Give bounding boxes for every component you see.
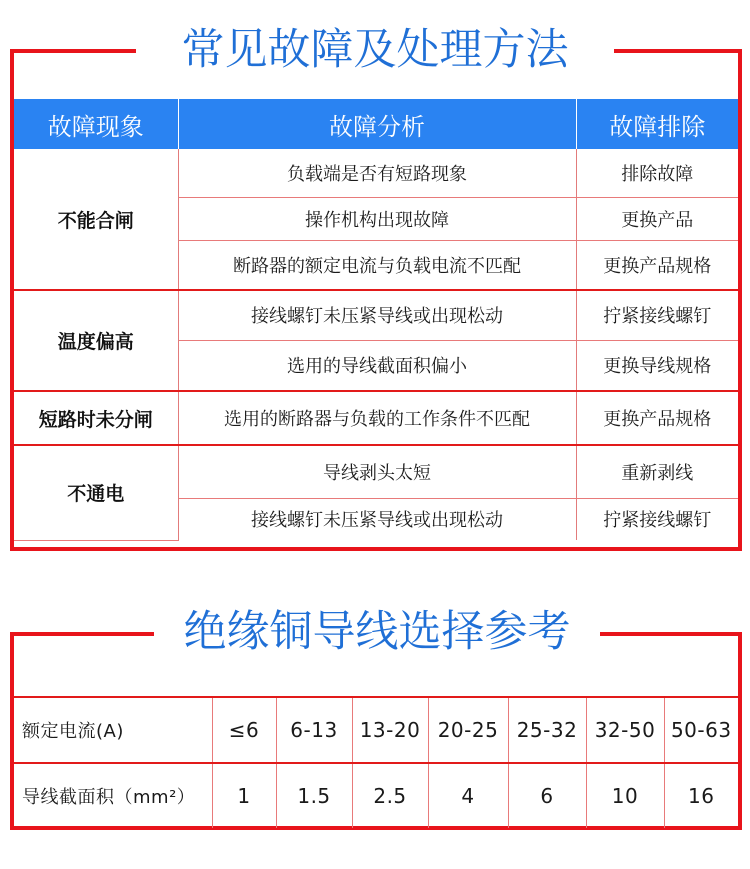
current-value: 20-25 xyxy=(428,697,508,763)
cross-section-row xyxy=(14,763,738,828)
fix-cell: 更换产品规格 xyxy=(576,240,738,290)
analysis-cell: 操作机构出现故障 xyxy=(178,197,576,240)
cross-section-value: 1.5 xyxy=(276,763,352,828)
analysis-cell: 导线剥头太短 xyxy=(178,445,576,498)
fault-section-title: 常见故障及处理方法 xyxy=(136,22,614,78)
fix-cell: 拧紧接线螺钉 xyxy=(576,290,738,340)
cross-section-value: 1 xyxy=(212,763,276,828)
current-value: 13-20 xyxy=(352,697,428,763)
fix-cell: 拧紧接线螺钉 xyxy=(603,510,712,532)
current-value: ≤6 xyxy=(212,697,276,763)
symptom-cell: 温度偏高 xyxy=(14,290,178,391)
cross-section-label: 导线截面积（mm²） xyxy=(14,763,212,828)
fix-cell: 更换产品 xyxy=(576,197,738,240)
symptom-cell: 短路时未分闸 xyxy=(14,391,178,445)
analysis-cell: 断路器的额定电流与负载电流不匹配 xyxy=(178,240,576,290)
fault-table xyxy=(14,99,738,541)
current-value: 6-13 xyxy=(276,697,352,763)
header-symptom: 故障现象 xyxy=(14,99,178,149)
header-analysis: 故障分析 xyxy=(178,99,576,149)
table-row xyxy=(14,445,738,498)
cross-section-value: 2.5 xyxy=(352,763,428,828)
cross-section-value: 4 xyxy=(428,763,508,828)
symptom-cell: 不通电 xyxy=(14,445,178,540)
table-row xyxy=(14,391,738,445)
analysis-cell: 选用的断路器与负载的工作条件不匹配 xyxy=(178,391,576,445)
current-value: 32-50 xyxy=(586,697,664,763)
current-label: 额定电流(A) xyxy=(14,697,212,763)
cross-section-value: 16 xyxy=(688,784,715,808)
cross-section-value: 6 xyxy=(508,763,586,828)
header-fix: 故障排除 xyxy=(576,99,738,149)
analysis-cell: 接线螺钉未压紧导线或出现松动 xyxy=(178,290,576,340)
fix-cell: 排除故障 xyxy=(576,149,738,197)
analysis-cell: 接线螺钉未压紧导线或出现松动 xyxy=(178,498,576,540)
fix-cell: 更换导线规格 xyxy=(576,340,738,391)
analysis-cell: 负载端是否有短路现象 xyxy=(178,149,576,197)
symptom-cell: 不能合闸 xyxy=(14,149,178,290)
wire-table xyxy=(14,696,738,828)
table-row xyxy=(14,149,738,197)
table-row xyxy=(14,290,738,340)
cross-section-value: 10 xyxy=(586,763,664,828)
analysis-cell: 选用的导线截面积偏小 xyxy=(178,340,576,391)
fault-table-header xyxy=(14,99,738,149)
current-value: 25-32 xyxy=(508,697,586,763)
current-value: 50-63 xyxy=(664,697,738,763)
current-row xyxy=(14,697,738,763)
wire-section-title: 绝缘铜导线选择参考 xyxy=(154,604,600,660)
fix-cell: 重新剥线 xyxy=(576,445,738,498)
fix-cell: 更换产品规格 xyxy=(576,391,738,445)
